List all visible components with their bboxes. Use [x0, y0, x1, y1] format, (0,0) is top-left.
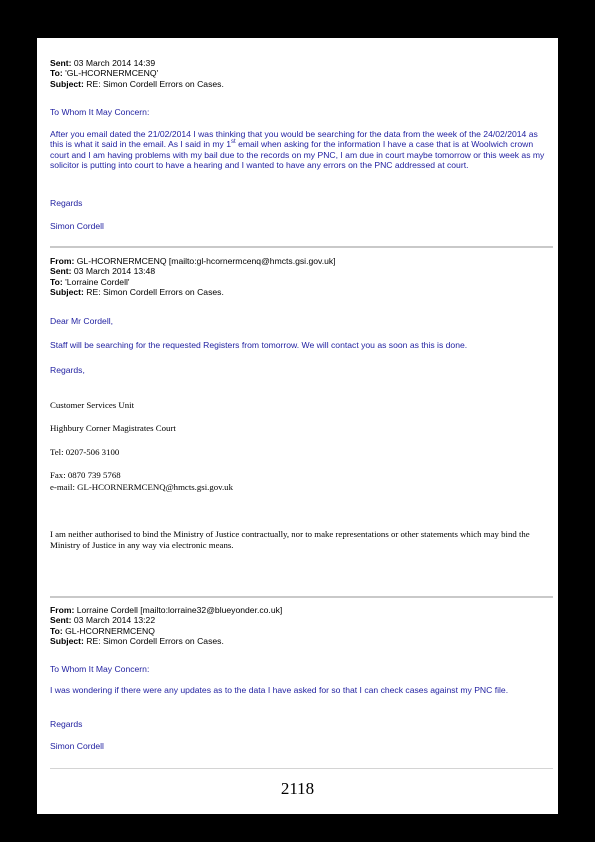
sent-label: Sent:	[50, 266, 72, 277]
email2-body: Staff will be searching for the requested Registers from tomorrow. We will contact you as soon as this is done.	[50, 340, 468, 350]
email2-email: e-mail: GL-HCORNERMCENQ@hmcts.gsi.gov.uk	[50, 482, 233, 492]
email3-subject: RE: Simon Cordell Errors on Cases.	[86, 636, 224, 647]
email3-signature: Simon Cordell	[50, 741, 104, 751]
email1-body-b: email when asking for the information I have a case that is at Woolwich crown court and I am having problems with my bail due to the records on my PNC, I am due in court maybe tomorrow or this week as my solicitor is putting into court to have a hearing and I wanted to have any errors on the PNC addressed at court.	[50, 139, 545, 171]
email2-closing: Regards,	[50, 365, 85, 375]
email1-body-a: After you email dated the 21/02/2014 I was thinking that you would be searching for the data from the week of the 24/02/2014 as this is what it said in the email. As I said in my 1	[50, 129, 538, 150]
email2-to: 'Lorraine Cordell'	[65, 276, 130, 287]
from-label: From:	[50, 256, 75, 266]
email3-sent: 03 March 2014 13:22	[73, 615, 156, 626]
email1-body-sup: st	[231, 139, 236, 146]
email2-court: Highbury Corner Magistrates Court	[50, 423, 176, 433]
email3-from: Lorraine Cordell [mailto:lorraine32@blueyonder.co.uk]	[76, 605, 283, 615]
email1-header	[50, 58, 550, 89]
email2-sent: 03 March 2014 13:48	[73, 266, 156, 277]
subject-label: Subject:	[50, 78, 84, 89]
email2-from: GL-HCORNERMCENQ [mailto:gl-hcornermcenq@hmcts.gsi.gov.uk]	[76, 256, 336, 266]
email3-body: I was wondering if there were any updates as to the data I have asked for so that I can check cases against my PNC file.	[50, 685, 509, 695]
page-number: 2118	[280, 779, 315, 798]
email2-disclaimer: I am neither authorised to bind the Ministry of Justice contractually, nor to make representations or other statements which may bind the Ministry of Justice in any way via electronic means.	[50, 529, 530, 550]
email2-subject: RE: Simon Cordell Errors on Cases.	[86, 287, 224, 298]
separator-line	[50, 596, 553, 598]
email1-signature: Simon Cordell	[50, 221, 104, 231]
email1-greeting: To Whom It May Concern:	[50, 107, 150, 117]
email2-tel: Tel: 0207-506 3100	[50, 447, 120, 457]
email3-header	[50, 605, 550, 647]
sent-label: Sent:	[50, 615, 72, 626]
sent-label: Sent:	[50, 58, 72, 68]
separator-line	[50, 768, 553, 769]
email2-fax: Fax: 0870 739 5768	[50, 470, 121, 480]
email3-greeting: To Whom It May Concern:	[50, 664, 150, 674]
from-label: From:	[50, 605, 75, 615]
email3-closing: Regards	[50, 719, 83, 729]
subject-label: Subject:	[50, 287, 84, 298]
separator-line	[50, 246, 553, 248]
to-label: To:	[50, 68, 63, 79]
email1-to: 'GL-HCORNERMCENQ'	[65, 68, 159, 79]
subject-label: Subject:	[50, 636, 84, 647]
email2-greeting: Dear Mr Cordell,	[50, 316, 114, 326]
email1-sent: 03 March 2014 14:39	[73, 58, 156, 68]
email2-unit: Customer Services Unit	[50, 400, 135, 410]
email1-subject: RE: Simon Cordell Errors on Cases.	[86, 78, 224, 89]
document-page	[37, 38, 558, 814]
to-label: To:	[50, 276, 63, 287]
email3-to: GL-HCORNERMCENQ	[65, 625, 155, 636]
email2-header	[50, 256, 550, 298]
email1-closing: Regards	[50, 198, 83, 208]
email1-body	[50, 129, 550, 171]
to-label: To:	[50, 625, 63, 636]
